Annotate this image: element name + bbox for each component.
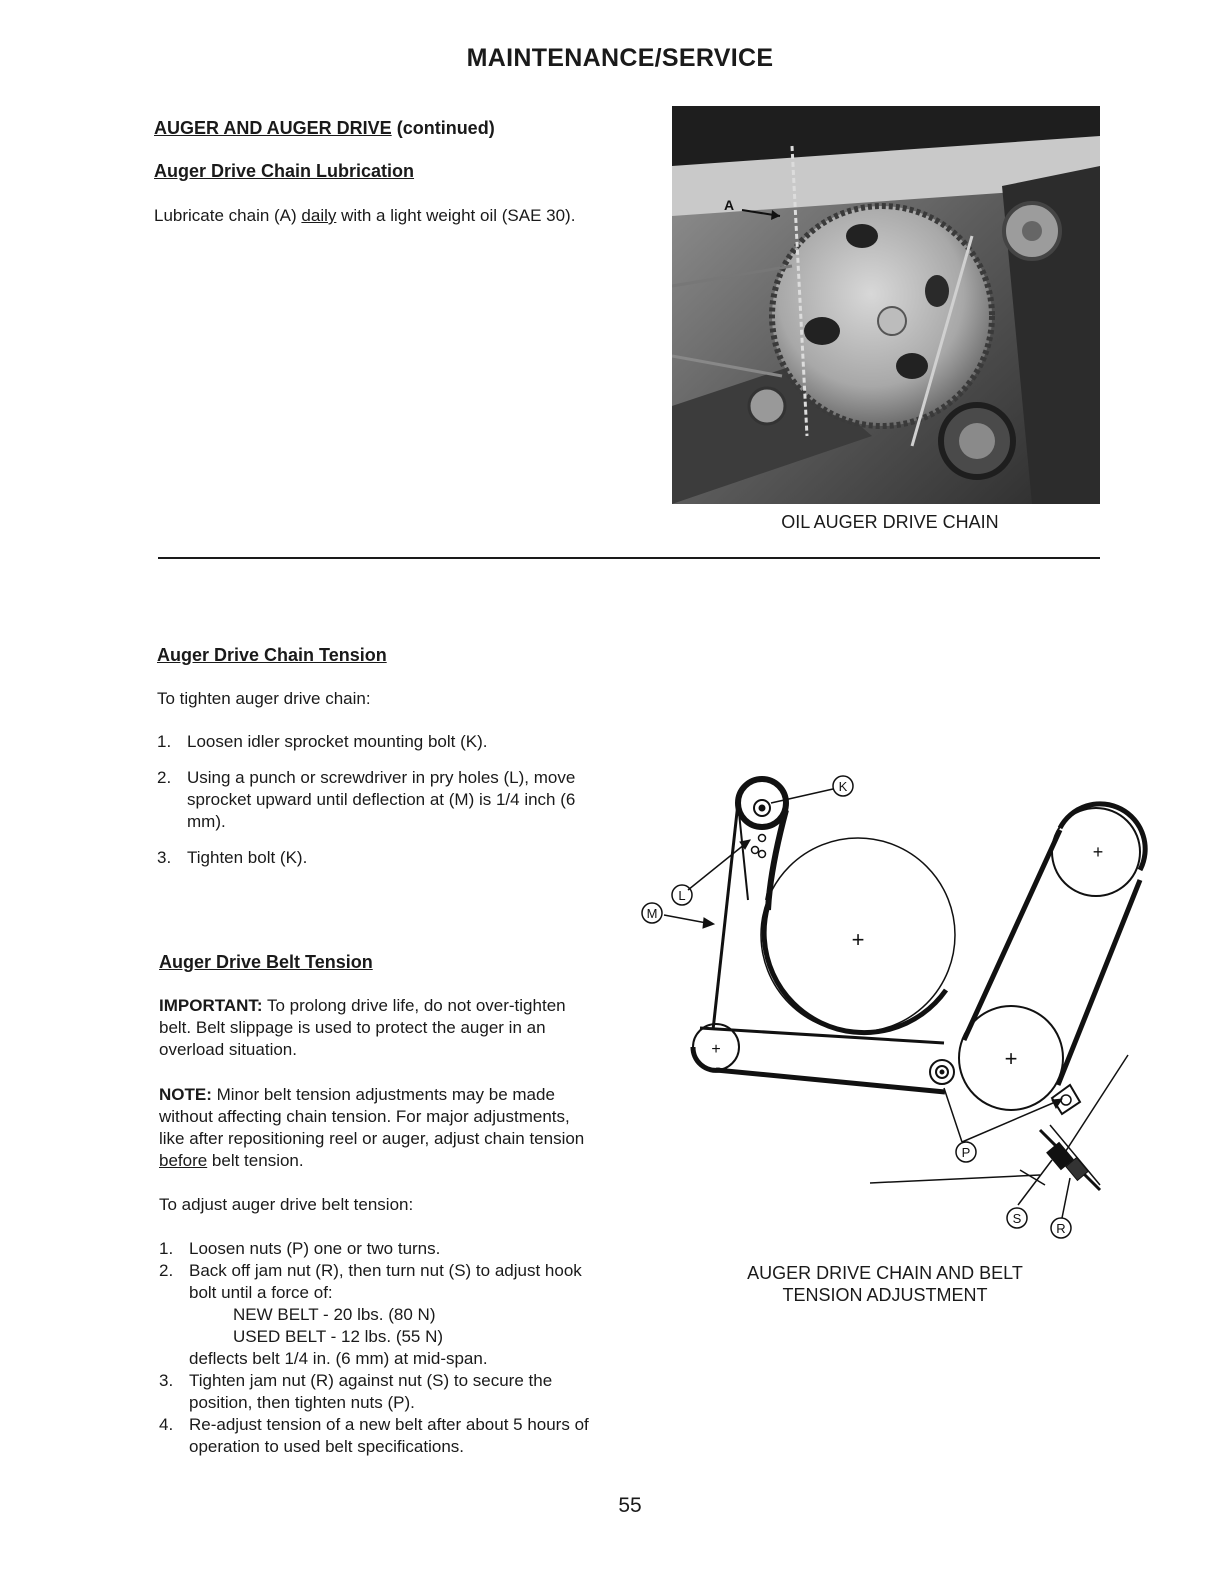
diagram-caption [705,1262,1065,1306]
plus-mark: + [711,1041,721,1058]
belt-left-side [964,830,1060,1040]
list-item [157,767,597,833]
note-label: NOTE: [159,1085,212,1104]
auger-drive-photo [672,106,1100,504]
step-number: 4. [159,1415,174,1434]
diagram-caption-line2: TENSION ADJUSTMENT [782,1285,988,1305]
note [159,1084,591,1172]
lubrication-text [154,205,594,227]
step2-end: deflects belt 1/4 in. (6 mm) at mid-span. [189,1349,488,1368]
step-number: 2. [159,1261,174,1280]
list-item [159,1370,595,1414]
step-text: Loosen nuts (P) one or two turns. [189,1239,441,1258]
belt-tension-heading: Auger Drive Belt Tension [159,952,373,972]
plus-mark: + [851,927,865,952]
note-text: Minor belt tension adjustments may be made without affecting chain tension. For major adjustments, like after repositioning reel or auger, adjust chain tension [159,1085,585,1148]
step-number: 2. [157,768,172,787]
page-title: MAINTENANCE/SERVICE [466,44,774,72]
callout-k: K [838,779,848,794]
list-item [157,731,597,753]
note-end: belt tension. [207,1151,304,1170]
step-text: Tighten jam nut (R) against nut (S) to secure the position, then tighten nuts (P). [189,1371,553,1412]
chain-left-run [713,803,738,1030]
photo-caption: OIL AUGER DRIVE CHAIN [781,512,999,532]
step-number: 3. [159,1371,174,1390]
new-belt-spec: NEW BELT - 20 lbs. (80 N) [233,1305,436,1324]
belt-right-side [1058,880,1140,1085]
callout-p: P [961,1145,971,1160]
used-belt-spec: USED BELT - 12 lbs. (55 N) [233,1327,444,1346]
callout-s: S [1012,1211,1022,1226]
plus-mark: + [1004,1046,1018,1071]
list-item [157,847,597,869]
step-text: Loosen idler sprocket mounting bolt (K). [187,732,488,751]
lubrication-text-b: with a light weight oil (SAE 30). [336,206,576,225]
callout-r: R [1056,1221,1066,1236]
step-text: Re-adjust tension of a new belt after about 5 hours of operation to used belt specifications. [189,1415,589,1456]
step-number: 1. [159,1239,174,1258]
note-emph: before [159,1151,208,1170]
plus-mark: + [1092,842,1104,862]
chain-tension-heading: Auger Drive Chain Tension [157,645,387,665]
step-text: Using a punch or screwdriver in pry holes (L), move sprocket upward until deflection at (M) is 1/4 inch (6 mm). [187,768,576,831]
section-divider [158,557,1100,559]
important-note [159,995,591,1061]
idler-sprocket [738,779,786,827]
photo-illustration [672,106,1100,504]
list-item [159,1414,595,1458]
important-text: To prolong drive life, do not over-tighten belt. Belt slippage is used to protect the auger in an overload situation. [159,996,566,1059]
lubrication-heading: Auger Drive Chain Lubrication [154,161,415,181]
list-item [159,1238,595,1260]
section-heading-suffix: (continued) [396,118,495,138]
photo-label-a: A [724,197,735,213]
step-text [189,1260,595,1370]
belt-bottom-run [716,1070,945,1092]
step2-text: Back off jam nut (R), then turn nut (S) to adjust hook bolt until a force of: [189,1261,582,1302]
step-number: 1. [157,732,172,751]
lubrication-text-a: Lubricate chain (A) [154,206,302,225]
belt-tension-intro: To adjust auger drive belt tension: [159,1195,414,1214]
chain-tension-steps [157,731,597,869]
callout-m: M [646,906,658,921]
section-heading-main: AUGER AND AUGER DRIVE [154,118,392,138]
step-number: 3. [157,848,172,867]
chain-tension-intro: To tighten auger drive chain: [157,689,371,708]
drive-diagram [620,760,1160,1250]
belt-tension-steps [159,1238,595,1458]
lubrication-text-emph: daily [301,206,337,225]
important-label: IMPORTANT: [159,996,263,1015]
section-heading [154,118,495,139]
diagram-caption-line1: AUGER DRIVE CHAIN AND BELT [747,1263,1023,1283]
list-item [159,1260,595,1370]
step-text: Tighten bolt (K). [187,848,308,867]
callout-l: L [678,888,686,903]
page-number: 55 [618,1494,642,1517]
